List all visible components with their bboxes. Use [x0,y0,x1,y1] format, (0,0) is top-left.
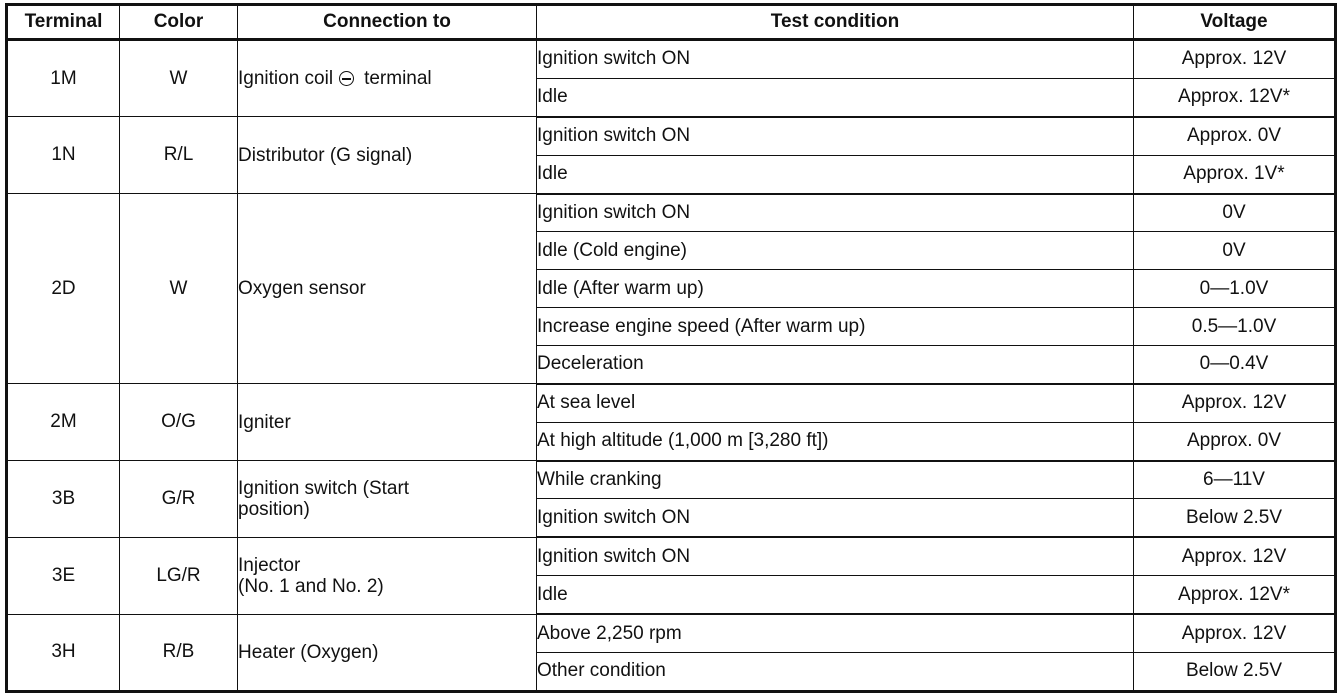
color-cell: W [120,194,238,384]
voltage-cell: Approx. 1V* [1134,155,1336,193]
voltage-cell: 0—1.0V [1134,270,1336,308]
connection-suffix: terminal [364,68,432,90]
test-condition-cell: Idle [537,78,1134,116]
test-condition-cell: Ignition switch ON [537,537,1134,575]
voltage-cell: Approx. 12V* [1134,78,1336,116]
connection-line [238,478,536,499]
terminal-voltage-table [5,3,1337,693]
test-condition-cell: At sea level [537,384,1134,422]
connection-line [238,278,536,299]
connection-cell [238,117,537,194]
test-condition-cell: Idle (After warm up) [537,270,1134,308]
test-condition-cell: Idle [537,576,1134,614]
connection-text: (No. 1 and No. 2) [238,575,384,597]
header-terminal: Terminal [7,5,120,40]
connection-cell [238,614,537,691]
table-row [7,40,1336,79]
table-row [7,614,1336,652]
connection-line [238,499,536,520]
terminal-cell: 2D [7,194,120,384]
test-condition-cell: Ignition switch ON [537,117,1134,155]
voltage-cell: Approx. 12V [1134,384,1336,422]
voltage-cell: 0V [1134,194,1336,232]
color-cell: R/B [120,614,238,691]
header-test-condition: Test condition [537,5,1134,40]
terminal-cell: 3B [7,461,120,538]
test-condition-cell: Ignition switch ON [537,194,1134,232]
color-cell: O/G [120,384,238,461]
voltage-cell: 0.5—1.0V [1134,308,1336,346]
connection-line [238,576,536,597]
connection-text: Injector [238,554,301,576]
connection-line [238,68,536,89]
connection-line [238,642,536,663]
color-cell: W [120,40,238,117]
connection-cell [238,461,537,538]
connection-cell [238,194,537,384]
table-row [7,461,1336,499]
connection-text: Ignition coil [238,68,334,90]
voltage-cell: Below 2.5V [1134,499,1336,537]
voltage-cell: 0—0.4V [1134,345,1336,383]
color-cell: LG/R [120,537,238,614]
header-color: Color [120,5,238,40]
test-condition-cell: Idle (Cold engine) [537,232,1134,270]
voltage-cell: Below 2.5V [1134,652,1336,691]
connection-text: Distributor (G signal) [238,144,413,166]
terminal-cell: 3E [7,537,120,614]
table-row [7,384,1336,422]
voltage-cell: Approx. 12V [1134,40,1336,79]
connection-text: Igniter [238,411,291,433]
header-connection: Connection to [238,5,537,40]
color-cell: G/R [120,461,238,538]
connection-line [238,145,536,166]
terminal-cell: 3H [7,614,120,691]
test-condition-cell: Ignition switch ON [537,499,1134,537]
connection-text: Oxygen sensor [238,278,366,300]
terminal-cell: 1N [7,117,120,194]
connection-text: Ignition switch (Start [238,477,410,499]
table-row [7,537,1336,575]
test-condition-cell: While cranking [537,461,1134,499]
connection-cell [238,40,537,117]
test-condition-cell: At high altitude (1,000 m [3,280 ft]) [537,422,1134,460]
connection-text: position) [238,498,310,520]
color-cell: R/L [120,117,238,194]
voltage-cell: Approx. 12V [1134,614,1336,652]
voltage-cell: Approx. 12V [1134,537,1336,575]
terminal-cell: 2M [7,384,120,461]
voltage-cell: 6—11V [1134,461,1336,499]
terminal-cell: 1M [7,40,120,117]
test-condition-cell: Above 2,250 rpm [537,614,1134,652]
voltage-cell: Approx. 0V [1134,117,1336,155]
header-voltage: Voltage [1134,5,1336,40]
table-row [7,117,1336,155]
test-condition-cell: Ignition switch ON [537,40,1134,79]
test-condition-cell: Other condition [537,652,1134,691]
header-row [7,5,1336,40]
connection-line [238,555,536,576]
table-body [7,40,1336,692]
connection-line [238,412,536,433]
connection-cell [238,537,537,614]
negative-terminal-icon [339,71,354,86]
table-row [7,194,1336,232]
connection-text: Heater (Oxygen) [238,641,379,663]
voltage-cell: Approx. 0V [1134,422,1336,460]
test-condition-cell: Idle [537,155,1134,193]
test-condition-cell: Deceleration [537,345,1134,383]
connection-cell [238,384,537,461]
test-condition-cell: Increase engine speed (After warm up) [537,308,1134,346]
voltage-cell: Approx. 12V* [1134,576,1336,614]
voltage-cell: 0V [1134,232,1336,270]
